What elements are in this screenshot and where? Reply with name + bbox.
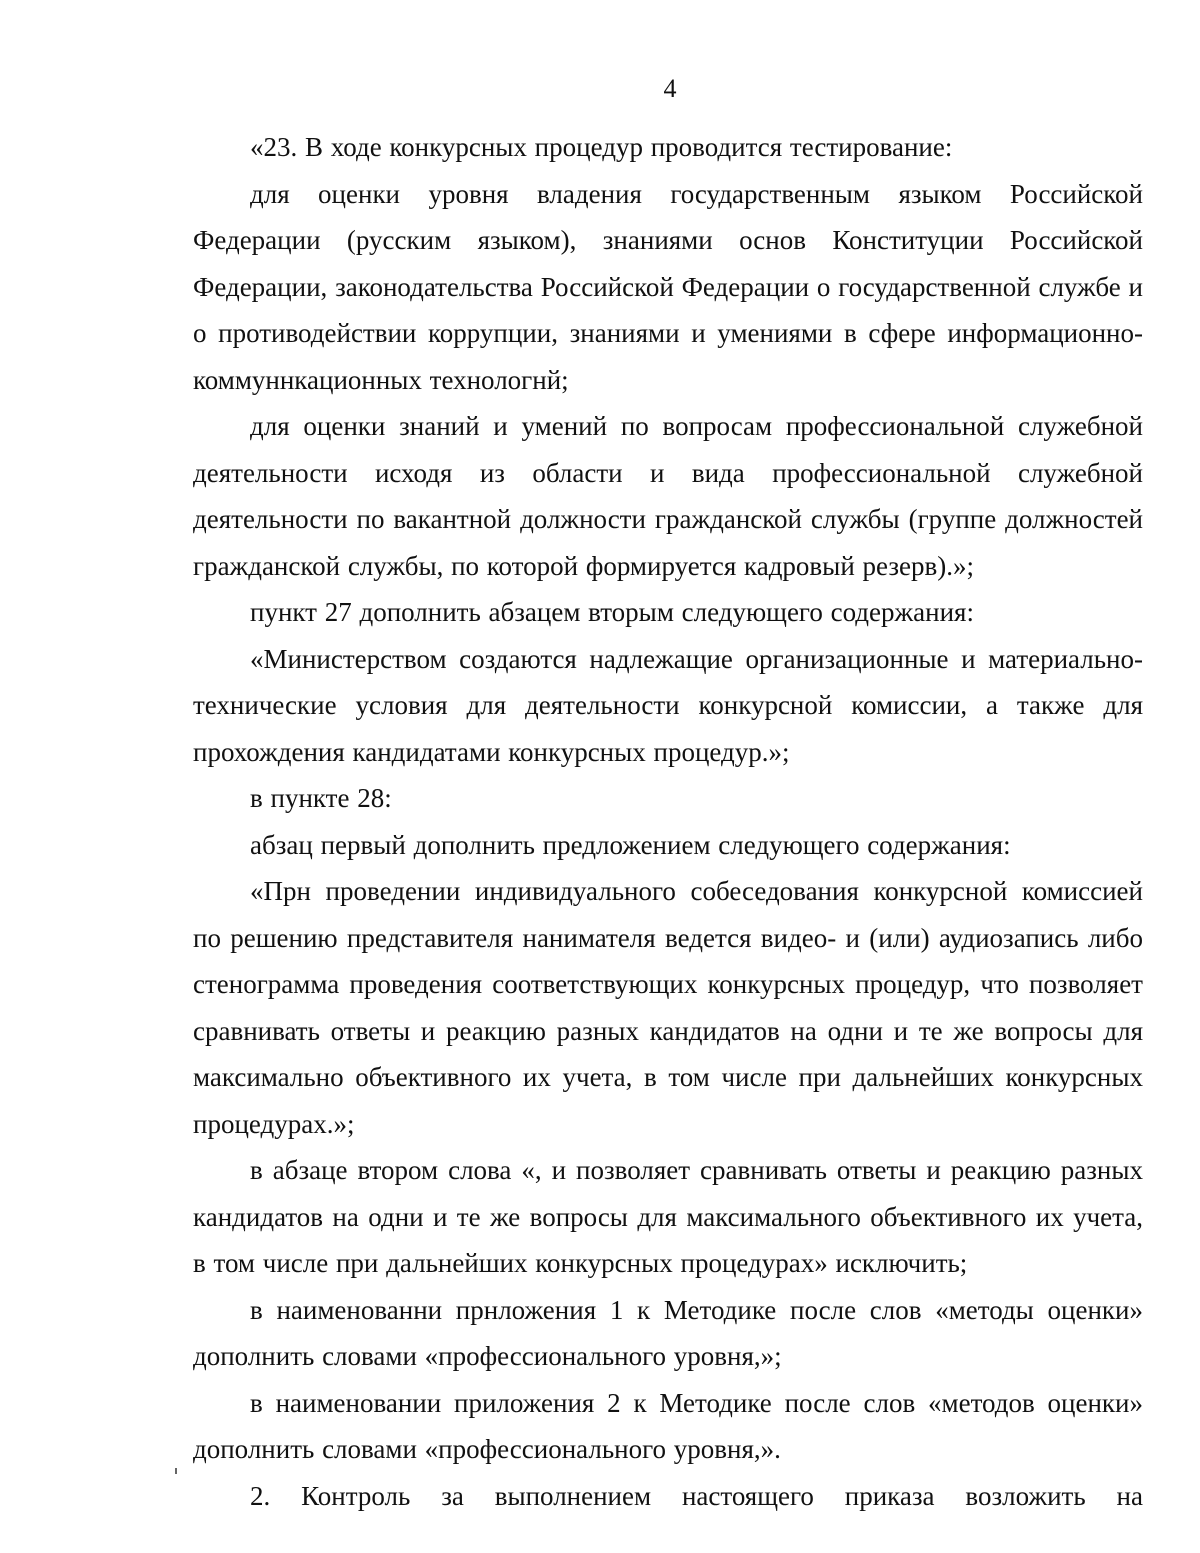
word: настоящего [681, 1480, 814, 1511]
word: приказа [844, 1480, 935, 1511]
word: 2. [250, 1480, 271, 1511]
paragraph: для оценки уровня владения государственным языком Российской Федерации (русским языком), знаниями основ Конституции Российской Федерации, законодательства Российской Федерации о государственной службе и о противодействии коррупции, знаниями и умениями в сфере информационно-коммуннкационных технологнй; [193, 178, 1143, 395]
word: выполнением [494, 1480, 652, 1511]
paragraph: в пункте 28: [250, 783, 392, 813]
paragraph: абзац первый дополнить предложением следующего содержания: [250, 829, 1011, 860]
word: возложить [965, 1480, 1086, 1511]
paragraph: пункт 27 дополнить абзацем вторым следующего содержания: [250, 597, 974, 627]
scan-mark [175, 1468, 177, 1474]
paragraph: в наименовании приложения 2 к Методике после слов «методов оценки» дополнить словами «профессионального уровня,». [193, 1387, 1143, 1464]
last-paragraph-first-line [193, 1473, 1143, 1520]
word: за [441, 1480, 464, 1511]
paragraph: в абзаце втором слова «, и позволяет сравнивать ответы и реакцию разных кандидатов на одни и те же вопросы для максимального объективного их учета, в том числе при дальнейших конкурсных процедурах» исключить; [193, 1155, 1143, 1278]
paragraph: «Прн проведении индивидуального собеседования конкурсной комиссией по решению представителя нанимателя ведется видео- и (или) аудиозапись либо стенограмма проведения соответствующих конкурсных процедур, что позволяет сравнивать ответы и реакцию разных кандидатов на одни и те же вопросы для максимально объективного их учета, в том числе при дальнейших конкурсных процедурах.»; [193, 876, 1143, 1139]
paragraph: «23. В ходе конкурсных процедур проводится тестирование: [250, 132, 953, 162]
document-body [193, 124, 1143, 1519]
paragraph: «Министерством создаются надлежащие организационные и материально-технические условия для деятельности конкурсной комиссии, а также для прохождения кандидатами конкурсных процедур.»; [193, 643, 1143, 767]
page-number: 4 [663, 74, 677, 103]
paragraph: для оценки знаний и умений по вопросам профессиональной служебной деятельности исходя из области и вида профессиональной служебной деятельности по вакантной должности гражданской службы (группе должностей гражданской службы, по которой формируется кадровый резерв).»; [193, 411, 1143, 581]
word: Контроль [301, 1480, 411, 1511]
word: на [1116, 1480, 1143, 1511]
paragraph: в наименованни прнложения 1 к Методике после слов «методы оценки» дополнить словами «профессионального уровня,»; [193, 1294, 1143, 1371]
